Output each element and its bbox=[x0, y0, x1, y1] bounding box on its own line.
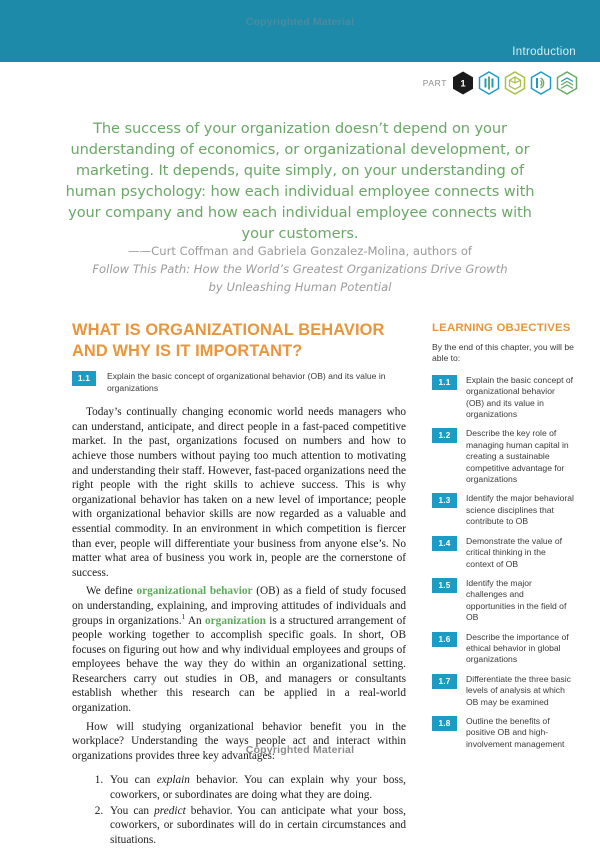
copyright-watermark-bottom: Copyrighted Material bbox=[245, 744, 355, 756]
inline-objective-badge: 1.1 bbox=[72, 371, 96, 386]
paragraph2-mid1: (OB) as a field of study focused on understanding, explaining, and improving attitudes of individuals and groups in organizations. bbox=[72, 585, 406, 627]
inline-learning-objective bbox=[72, 371, 406, 394]
part-number-hexagon-icon bbox=[452, 71, 474, 95]
learning-objective-item bbox=[432, 674, 574, 708]
page-title: WHAT IS ORGANIZATIONAL BEHAVIOR AND WHY IS IT IMPORTANT? bbox=[72, 321, 385, 360]
objective-badge: 1.6 bbox=[432, 632, 457, 647]
advantage-1-emphasis: explain bbox=[156, 774, 190, 787]
part-indicator bbox=[423, 70, 578, 96]
objective-text: Describe the key role of managing human capital in creating a sustainable competitive advantage for organizations bbox=[466, 428, 569, 485]
hex-layers-icon bbox=[556, 71, 578, 95]
keyword-organizational-behavior: organizational behavior bbox=[136, 585, 253, 598]
learning-objective-item bbox=[432, 375, 574, 421]
learning-objectives-sidebar bbox=[432, 322, 574, 758]
inline-objective-text: Explain the basic concept of organizational behavior (OB) and its value in organizations bbox=[107, 371, 386, 393]
objective-text: Identify the major behavioral science disciplines that contribute to OB bbox=[466, 493, 574, 527]
objective-text: Identify the major challenges and opportunities in the field of OB bbox=[466, 577, 567, 623]
advantage-2-emphasis: predict bbox=[154, 804, 186, 817]
hex-sound-icon bbox=[530, 71, 552, 95]
objective-text: Differentiate the three basic levels of analysis at which OB may be examined bbox=[466, 673, 571, 707]
sidebar-title: LEARNING OBJECTIVES bbox=[432, 322, 571, 334]
learning-objective-item bbox=[432, 493, 574, 527]
body-paragraph-3: How will studying organizational behavior benefit you in the workplace? Understanding the ways people act and interact within organizations provides three key advantages: bbox=[72, 720, 406, 762]
paragraph2-mid2: An bbox=[185, 614, 206, 627]
advantage-1-pre: You can bbox=[110, 774, 157, 787]
learning-objective-item bbox=[432, 536, 574, 570]
objective-badge: 1.1 bbox=[432, 375, 457, 390]
objective-text: Describe the importance of ethical behavior in global organizations bbox=[466, 631, 569, 665]
paragraph2-post: is a structured arrangement of people working together to accomplish specific goals. In short, OB focuses on figuring out how and why individual employees and groups of employees behave the way they do within an organizational setting. Researchers carry out studies in OB, and managers or consultants establish whether this research can be applied in a real-world organization. bbox=[72, 614, 406, 715]
body-paragraph-2 bbox=[72, 584, 406, 715]
objective-badge: 1.7 bbox=[432, 674, 457, 689]
objective-badge: 1.3 bbox=[432, 493, 457, 508]
epigraph-attribution bbox=[62, 242, 538, 296]
hex-cube-icon bbox=[504, 71, 526, 95]
attribution-authors: ——Curt Coffman and Gabriela Gonzalez-Molina, authors of bbox=[127, 244, 473, 258]
body-paragraph-1: Today’s continually changing economic world needs managers who can understand, anticipate, and direct people in a fast-paced competitive market. In the past, organizations focused on numbers and how to achieve those numbers without paying too much attention to motivating and understanding their staff. However, fast-paced organizations need the right people with the right skills to achieve success. This is why organizational behavior has taken on a new level of importance; people with organizational behavior skills are now regarded as a valuable and essential commodity. In an environment in which competition is fiercer than ever, people will differentiate your business from anyone else’s. No matter what area of business you work in, people are the cornerstone of success. bbox=[72, 406, 406, 579]
objective-badge: 1.5 bbox=[432, 578, 457, 593]
attribution-book-subtitle: by Unleashing Human Potential bbox=[208, 280, 392, 294]
attribution-book-title: Follow This Path: How the World’s Greatest Organizations Drive Growth bbox=[92, 262, 508, 276]
advantage-2-post: behavior. You can anticipate what your boss, coworkers, or subordinates will do in certain circumstances and situations. bbox=[110, 804, 406, 846]
main-text-column bbox=[72, 320, 406, 848]
list-item bbox=[106, 804, 406, 848]
objective-text: Explain the basic concept of organizational behavior (OB) and its value in organizations bbox=[466, 374, 574, 420]
objective-badge: 1.8 bbox=[432, 716, 457, 731]
learning-objective-item bbox=[432, 578, 574, 624]
list-item bbox=[106, 773, 406, 802]
advantage-1-post: behavior. You can explain why your boss, coworkers, or subordinates are doing what they are doing. bbox=[110, 774, 406, 802]
header-banner bbox=[0, 0, 600, 62]
copyright-watermark-top: Copyrighted Material bbox=[245, 16, 355, 28]
epigraph-quote: The success of your organization doesn’t depend on your understanding of economics, or organizational development, or marketing. It depends, quite simply, on your understanding of human psychology: how each individual employee connects with your company and how each individual employee connects with your customers. bbox=[65, 120, 535, 242]
objective-text: Outline the benefits of positive OB and high-involvement management bbox=[466, 715, 565, 749]
paragraph2-pre: We define bbox=[86, 585, 137, 598]
advantages-list bbox=[72, 773, 406, 847]
part-label: PART bbox=[422, 78, 447, 88]
learning-objective-item bbox=[432, 428, 574, 485]
sidebar-lead-in: By the end of this chapter, you will be able to: bbox=[432, 342, 574, 364]
objective-badge: 1.2 bbox=[432, 428, 457, 443]
svg-text:1: 1 bbox=[460, 78, 466, 90]
learning-objective-item bbox=[432, 632, 574, 666]
objective-badge: 1.4 bbox=[432, 536, 457, 551]
footnote-marker: 1 bbox=[181, 612, 186, 621]
advantage-2-pre: You can bbox=[110, 804, 155, 817]
objective-text: Demonstrate the value of critical thinking in the context of OB bbox=[466, 535, 563, 569]
keyword-organization: organization bbox=[205, 614, 266, 627]
running-head: Introduction bbox=[512, 46, 576, 58]
hex-bars-icon bbox=[478, 71, 500, 95]
